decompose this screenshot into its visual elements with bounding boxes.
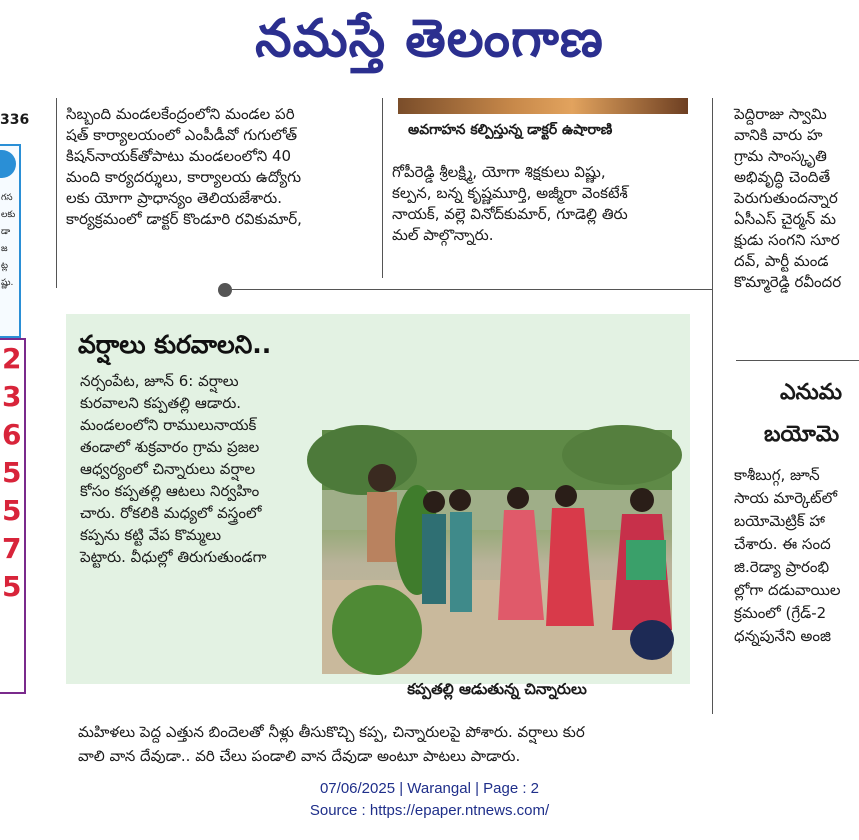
text-line: దవ్, పార్టీ మండ xyxy=(734,252,829,270)
left-blue-line: ట్ల xyxy=(1,261,8,271)
left-digit: 2 xyxy=(2,342,22,375)
text-line: సిబ్బంది మండలకేంద్రంలోని మండల పరి xyxy=(66,105,295,123)
text-line: ల్లోగా దడువాయిల xyxy=(734,581,841,599)
left-blue-line: డా xyxy=(1,227,11,237)
text-line: ఆధ్వర్యంలో చిన్నారులు వర్షాల xyxy=(80,460,256,478)
text-line: మండలంలోని రాములునాయక్ xyxy=(80,416,257,434)
footer-date-line: 07/06/2025 | Warangal | Page : 2 xyxy=(319,780,540,797)
text-line: వానికి వారు హ xyxy=(734,126,823,144)
left-blue-oval-icon xyxy=(0,150,16,178)
left-digits-box xyxy=(0,338,26,694)
left-digit: 3 xyxy=(2,380,22,413)
text-line: గ్రామ సాంస్కృతి xyxy=(734,147,827,165)
story-body xyxy=(80,370,318,568)
text-line: చారు. రోకలికి మధ్యలో వస్త్రంలో xyxy=(80,504,262,522)
text-line: పెద్దిరాజు స్వామి xyxy=(734,105,827,123)
text-line: మంది కార్యదర్శులు, కార్యాలయ ఉద్యోగు xyxy=(66,168,302,186)
photo-caption: అవగాహన కల్పిస్తున్న డాక్టర్ ఉషారాణి xyxy=(408,122,613,138)
right-section-rule xyxy=(736,360,859,361)
left-digit: 5 xyxy=(2,456,22,489)
text-line: సాయ మార్కెట్‌లో xyxy=(734,489,838,507)
text-line: కార్యక్రమంలో డాక్టర్ కొండూరి రవికుమార్, xyxy=(66,210,302,228)
text-line: అభివృద్ధి చెందితే xyxy=(734,168,831,186)
text-line: మహిళలు పెద్ద ఎత్తున బిందెలతో నీళ్లు తీసుకొచ్చి కప్ప, చిన్నారులపై పోశారు. వర్షాలు కుర xyxy=(78,723,585,741)
left-blue-text xyxy=(1,190,16,292)
right-headline-1: ఎనుమ xyxy=(780,380,842,405)
text-line: నర్సంపేట, జూన్ 6: వర్షాలు xyxy=(80,372,239,390)
left-blue-line: లకు xyxy=(1,210,16,220)
text-line: మల్ పాల్గొన్నారు. xyxy=(392,226,494,244)
left-blue-line: ష్ణు. xyxy=(1,278,14,288)
text-line: పెరుగుతుందన్నార xyxy=(734,189,838,207)
text-line: పెట్టారు. వీధుల్లో తిరుగుతుండగా xyxy=(80,548,267,566)
text-line: కురవాలని కప్పతల్లి ఆడారు. xyxy=(80,394,242,412)
text-line: కిషన్‌నాయక్‌తోపాటు మండలంలోని 40 xyxy=(66,147,292,165)
text-line: కప్పను కట్టి వేప కొమ్మలు xyxy=(80,526,222,544)
column-2-text xyxy=(392,162,697,246)
left-blue-line: గస xyxy=(1,193,13,203)
text-line: చేశారు. ఈ సంద xyxy=(734,535,831,553)
story-photo xyxy=(322,430,672,674)
left-digit: 5 xyxy=(2,570,22,603)
left-digit: 5 xyxy=(2,494,22,527)
left-digit: 7 xyxy=(2,532,22,565)
left-digit: 6 xyxy=(2,418,22,451)
column-rule xyxy=(382,98,383,278)
footer-source-line: Source : https://epaper.ntnews.com/ xyxy=(309,802,550,819)
text-line: కోసం కప్పతల్లి ఆటలు నిర్వహిం xyxy=(80,482,260,500)
text-line: షత్ కార్యాలయంలో ఎంపీడీవో గుగులోత్ xyxy=(66,126,298,144)
text-line: లకు యోగా ప్రాధాన్యం తెలియజేశారు. xyxy=(66,189,282,207)
text-line: ధన్నపునేని అంజి xyxy=(734,627,831,645)
text-line: గోపీరెడ్డి శ్రీలక్ష్మి, యోగా శిక్షకులు విష్ణు, xyxy=(392,163,606,181)
page-footer xyxy=(0,778,859,822)
story-tail xyxy=(78,720,682,768)
children-playing-photo xyxy=(322,430,672,674)
text-line: క్షుడు సంగని సూర xyxy=(734,231,840,249)
text-line: నాయక్, వల్లె వినోద్‌కుమార్, గూడెల్లి తిరు xyxy=(392,205,628,223)
story-headline: వర్షాలు కురవాలని.. xyxy=(78,330,272,359)
column-rule xyxy=(712,98,713,714)
left-blue-box xyxy=(0,144,21,338)
section-divider xyxy=(232,289,712,290)
text-line: కల్పన, బన్న కృష్ణమూర్తి, అజ్మీరా వెంకటేశ్ xyxy=(392,184,628,202)
right-headline-2: బయోమె xyxy=(764,422,840,447)
story-box xyxy=(66,314,690,765)
text-line: జి.రెడ్యా ప్రారంభి xyxy=(734,558,830,576)
text-line: తండాలో శుక్రవారం గ్రామ ప్రజల xyxy=(80,438,260,456)
text-line: కొమ్మారెడ్డి రవీందర xyxy=(734,273,842,291)
text-line: కాశీబుగ్గ, జూన్ xyxy=(734,466,820,484)
left-strip-number: 336 xyxy=(0,112,30,128)
column-rule xyxy=(56,98,57,288)
column-1-text xyxy=(66,104,366,230)
left-blue-line: జ xyxy=(1,244,8,254)
photo-sliver xyxy=(398,98,688,114)
newspaper-clip xyxy=(0,98,859,765)
text-line: బయోమెట్రిక్ హా xyxy=(734,512,825,530)
text-line: ఏసీఎస్ చైర్మన్ మ xyxy=(734,210,836,228)
left-strip xyxy=(0,98,32,714)
divider-dot-icon xyxy=(218,283,232,297)
text-line: వాలి వాన దేవుడా.. వరి చేలు పండాలి వాన దేవుడా అంటూ పాటలు పాడారు. xyxy=(78,747,521,765)
right-column-text-top xyxy=(734,104,859,293)
story-photo-caption: కప్పతల్లి ఆడుతున్న చిన్నారులు xyxy=(407,680,587,698)
right-column-text-bottom xyxy=(734,464,859,648)
newspaper-masthead: నమస్తే తెలంగాణ xyxy=(255,8,604,69)
text-line: క్రమంలో (గ్రేడ్-2 xyxy=(734,604,827,622)
